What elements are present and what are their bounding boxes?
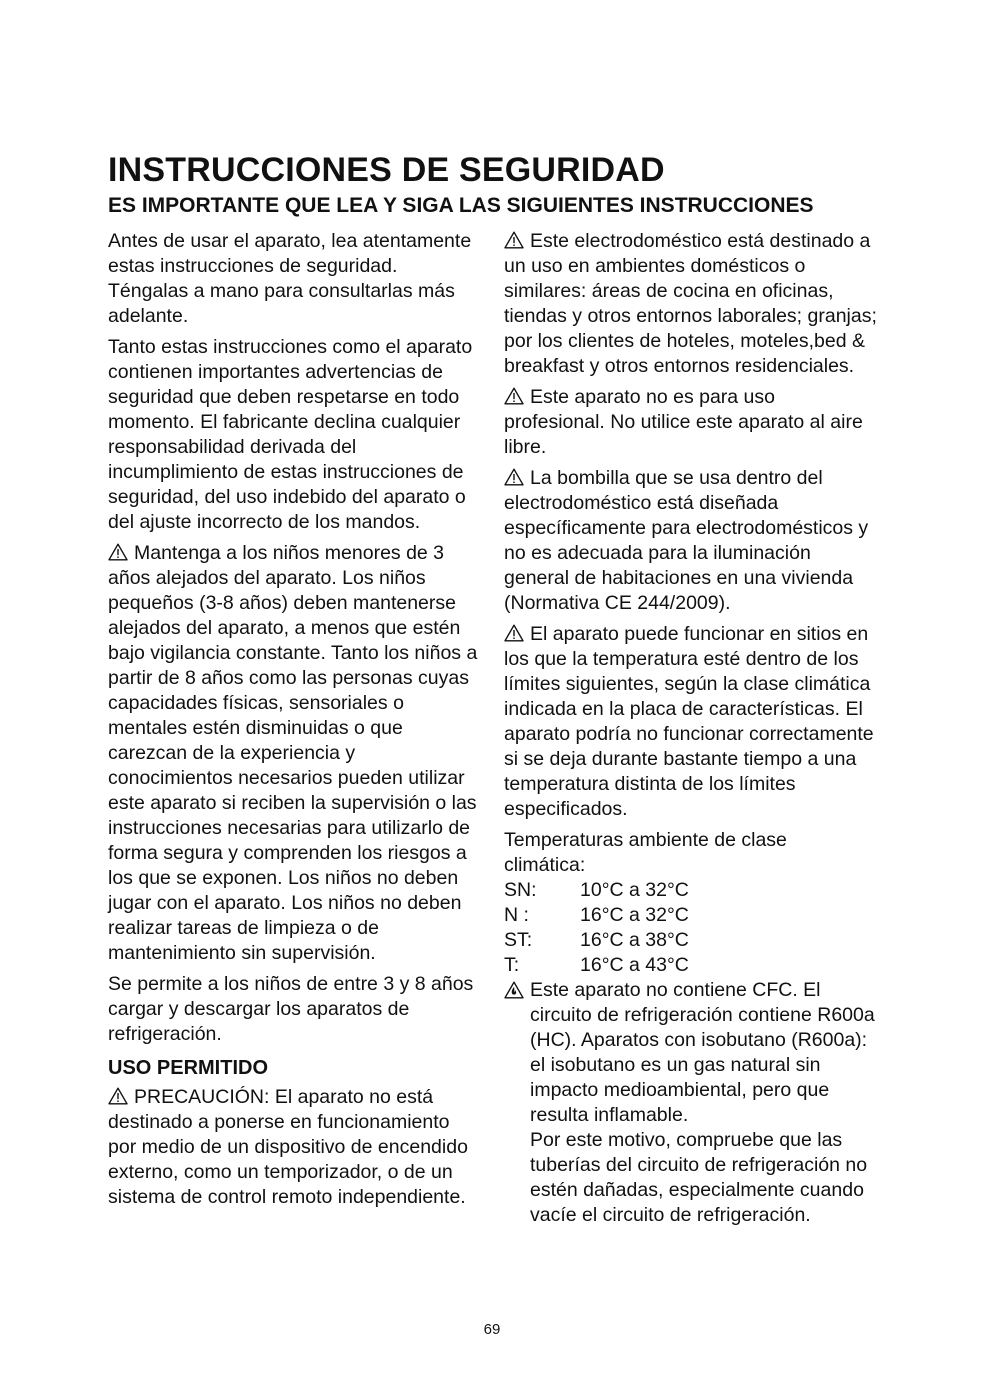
flammable-warning-icon — [504, 981, 524, 999]
domestic-warning-paragraph — [504, 229, 880, 379]
warning-triangle-icon — [504, 387, 524, 405]
climate-warning-paragraph — [504, 622, 880, 822]
cfc-warning-text-2: Por este motivo, compruebe que las tuberías del circuito de refrigeración no estén dañadas, especialmente cuando vacíe el circuito de refrigeración. — [530, 1129, 868, 1226]
temp-class-table — [504, 878, 880, 978]
temp-class-row — [504, 953, 880, 978]
left-column — [108, 229, 480, 1216]
climate-warning-text: El aparato puede funcionar en sitios en los que la temperatura esté dentro de los límites siguientes, según la clase climática indicada en la placa de características. El aparato podría no funcionar correctamente si se deja durante bastante tiempo a una temperatura distinta de los límites especificados. — [504, 623, 874, 820]
intro-paragraph: Antes de usar el aparato, lea atentamente estas instrucciones de seguridad. Téngalas a mano para consultarlas más adelante. — [108, 230, 472, 327]
temp-class-range: 16°C a 38°C — [580, 929, 689, 951]
children-warning-text: Mantenga a los niños menores de 3 años alejados del aparato. Los niños pequeños (3-8 años) deben mantenerse alejados del aparato, a menos que estén bajo vigilancia constante. Tanto los niños a partir de 8 años como las personas cuyas capacidades físicas, sensoriales o mentales estén disminuidas o que carezcan de la experiencia y conocimientos necesarios pueden utilizar este aparato si reciben la supervisión o las instrucciones necesarias para utilizarlo de forma segura y comprenden los riesgos a los que se exponen. Los niños no deben jugar con el aparato. Los niños no deben realizar tareas de limpieza o de mantenimiento sin supervisión. — [108, 542, 478, 964]
warning-triangle-icon — [108, 1087, 128, 1105]
temp-class-row — [504, 903, 880, 928]
temp-class-code: N : — [504, 904, 529, 926]
cfc-warning-text: Este aparato no contiene CFC. El circuito de refrigeración contiene R600a (HC). Aparatos con isobutano (R600a): el isobutano es un gas natural sin impacto medioambiental, pero que resulta inflamable. — [530, 979, 875, 1126]
bulb-warning-paragraph — [504, 466, 880, 616]
children-loading-paragraph: Se permite a los niños de entre 3 y 8 años cargar y descargar los aparatos de refrigeración. — [108, 973, 474, 1045]
temp-class-row — [504, 928, 880, 953]
temp-class-range: 16°C a 32°C — [580, 904, 689, 926]
temp-class-row — [504, 878, 880, 903]
temp-class-code: SN: — [504, 879, 537, 901]
children-warning-paragraph — [108, 541, 480, 966]
warnings-info-paragraph: Tanto estas instrucciones como el aparato contienen importantes advertencias de seguridad que deben respetarse en todo momento. El fabricante declina cualquier responsabilidad derivada del incumplimiento de estas instrucciones de seguridad, del uso indebido del aparato o del ajuste incorrecto de los mandos. — [108, 336, 473, 533]
warning-triangle-icon — [504, 468, 524, 486]
temp-class-code: T: — [504, 954, 520, 976]
warning-triangle-icon — [504, 231, 524, 249]
cfc-warning-text-group — [530, 978, 880, 1228]
temp-heading: Temperaturas ambiente de clase climática: — [504, 829, 787, 876]
permitted-use-heading: USO PERMITIDO — [108, 1057, 269, 1079]
professional-warning-text: Este aparato no es para uso profesional. No utilice este aparato al aire libre. — [504, 386, 863, 458]
professional-warning-paragraph — [504, 385, 880, 460]
page-number: 69 — [483, 1321, 501, 1338]
bulb-warning-text: La bombilla que se usa dentro del electrodoméstico está diseñada específicamente para electrodomésticos y no es adecuada para la iluminación general de habitaciones en una vivienda (Normativa CE 244/2009). — [504, 467, 869, 614]
temp-class-code: ST: — [504, 929, 533, 951]
caution-warning-text: PRECAUCIÓN: El aparato no está destinado a ponerse en funcionamiento por medio de un dispositivo de encendido externo, como un temporizador, o de un sistema de control remoto independiente. — [108, 1086, 468, 1208]
page-subtitle: ES IMPORTANTE QUE LEA Y SIGA LAS SIGUIENTES INSTRUCCIONES — [108, 194, 814, 217]
caution-warning-paragraph — [108, 1085, 480, 1210]
temp-class-range: 16°C a 43°C — [580, 954, 689, 976]
cfc-warning-block — [504, 978, 880, 1228]
temp-class-range: 10°C a 32°C — [580, 879, 689, 901]
right-column — [504, 229, 880, 1228]
warning-triangle-icon — [504, 624, 524, 642]
page-title: INSTRUCCIONES DE SEGURIDAD — [108, 151, 665, 189]
domestic-warning-text: Este electrodoméstico está destinado a un uso en ambientes domésticos o similares: áreas de cocina en oficinas, tiendas y otros entornos laborales; granjas; por los clientes de hoteles, moteles,bed & breakfast y otros entornos residenciales. — [504, 230, 877, 377]
warning-triangle-icon — [108, 543, 128, 561]
